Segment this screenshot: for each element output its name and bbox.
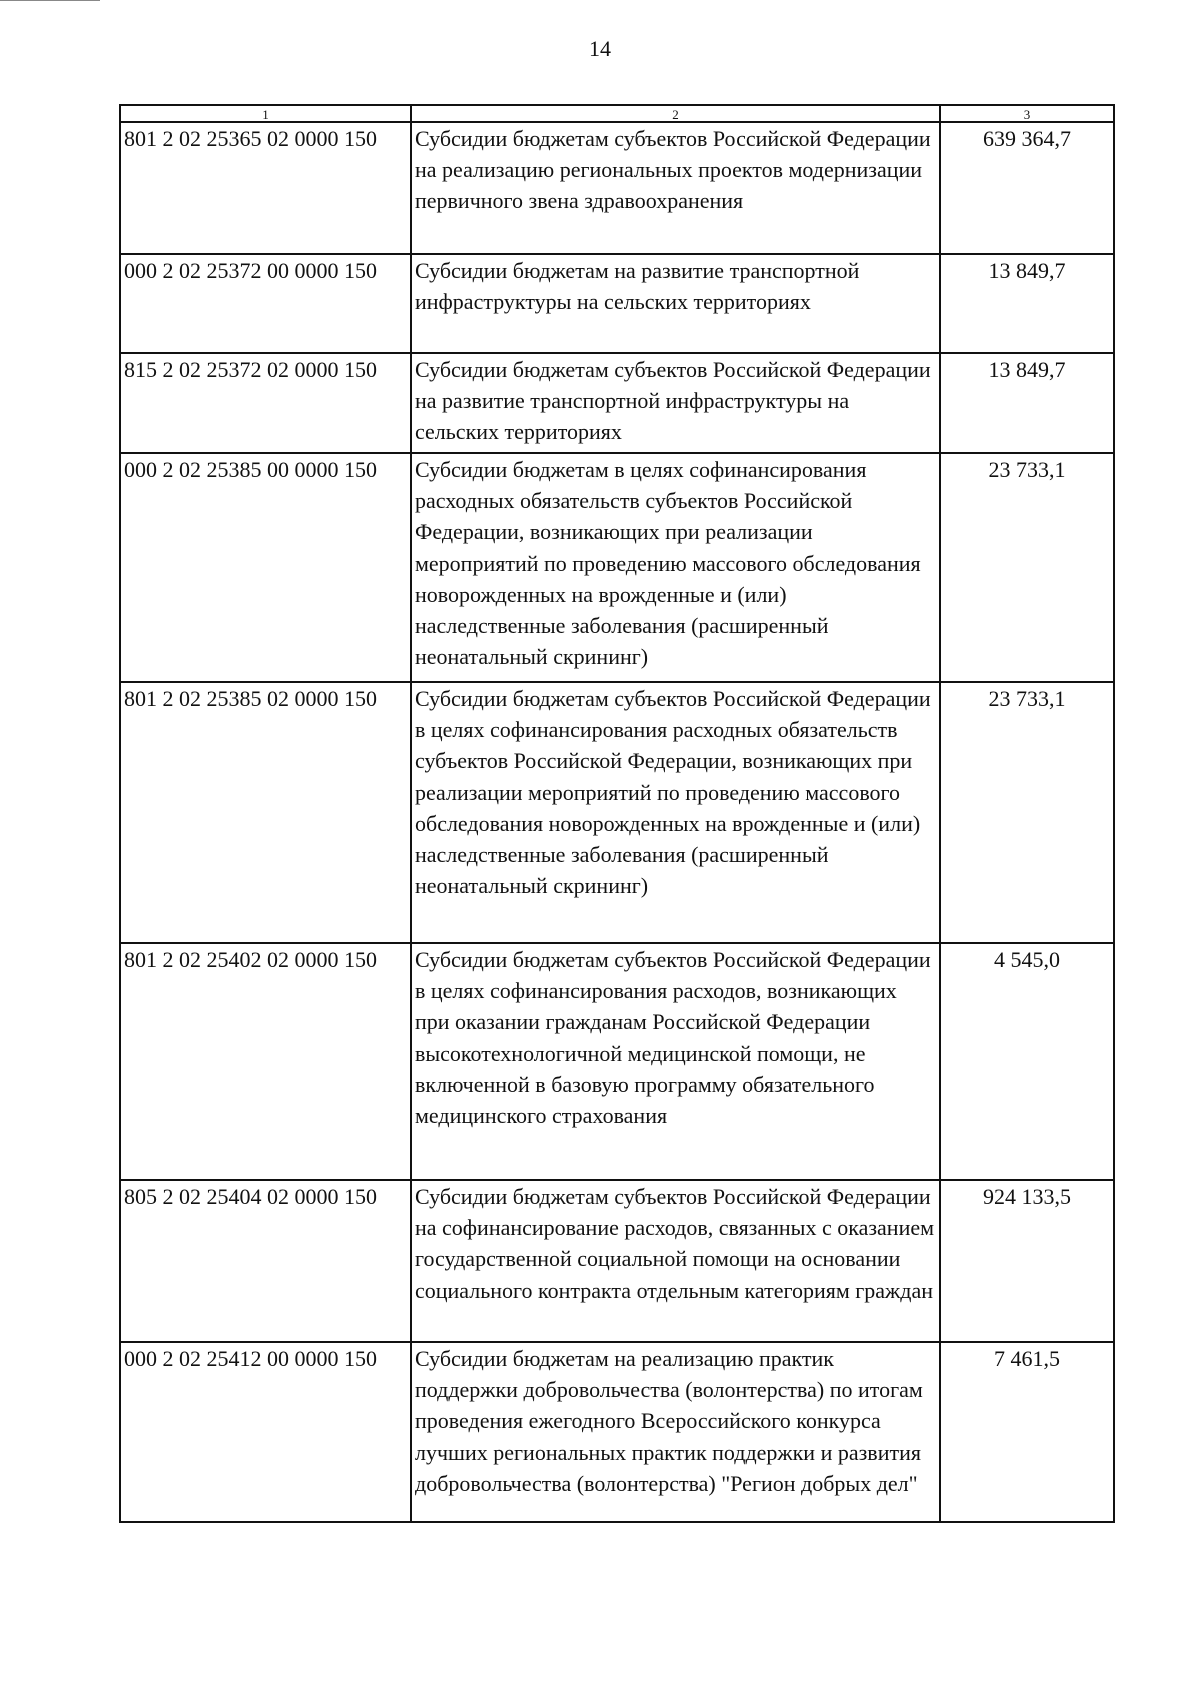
row-code: 801 2 02 25385 02 0000 150 <box>120 682 411 943</box>
table-row <box>120 353 1114 453</box>
column-header-code: 1 <box>120 105 411 122</box>
row-amount: 23 733,1 <box>940 453 1114 682</box>
row-amount: 13 849,7 <box>940 254 1114 353</box>
row-amount: 23 733,1 <box>940 682 1114 943</box>
row-code: 801 2 02 25365 02 0000 150 <box>120 122 411 254</box>
row-code: 000 2 02 25372 00 0000 150 <box>120 254 411 353</box>
row-description: Субсидии бюджетам на развитие транспортной инфраструктуры на сельских территориях <box>411 254 940 353</box>
row-amount: 13 849,7 <box>940 353 1114 453</box>
row-amount: 7 461,5 <box>940 1342 1114 1522</box>
budget-table <box>119 104 1115 1523</box>
column-header-amount: 3 <box>940 105 1114 122</box>
table-row <box>120 1342 1114 1522</box>
column-header-description: 2 <box>411 105 940 122</box>
table-row <box>120 453 1114 682</box>
row-description: Субсидии бюджетам на реализацию практик поддержки добровольчества (волонтерства) по итогам проведения ежегодного Всероссийского конкурса лучших региональных практик поддержки и развития добровольчества (волонтерства) "Регион добрых дел" <box>411 1342 940 1522</box>
table-row <box>120 1180 1114 1342</box>
row-code: 815 2 02 25372 02 0000 150 <box>120 353 411 453</box>
row-amount: 4 545,0 <box>940 943 1114 1180</box>
row-amount: 639 364,7 <box>940 122 1114 254</box>
row-amount: 924 133,5 <box>940 1180 1114 1342</box>
row-code: 000 2 02 25385 00 0000 150 <box>120 453 411 682</box>
row-description: Субсидии бюджетам субъектов Российской Федерации на развитие транспортной инфраструктуры на сельских территориях <box>411 353 940 453</box>
row-code: 801 2 02 25402 02 0000 150 <box>120 943 411 1180</box>
row-description: Субсидии бюджетам субъектов Российской Федерации в целях софинансирования расходов, возникающих при оказании гражданам Российской Федерации высокотехнологичной медицинской помощи, не включенной в базовую программу обязательного медицинского страхования <box>411 943 940 1180</box>
row-description: Субсидии бюджетам субъектов Российской Федерации в целях софинансирования расходных обязательств субъектов Российской Федерации, возникающих при реализации мероприятий по проведению массового обследования новорожденных на врожденные и (или) наследственные заболевания (расширенный неонатальный скрининг) <box>411 682 940 943</box>
table-row <box>120 122 1114 254</box>
table-row <box>120 682 1114 943</box>
row-description: Субсидии бюджетам субъектов Российской Федерации на реализацию региональных проектов модернизации первичного звена здравоохранения <box>411 122 940 254</box>
table-header-row <box>120 105 1114 122</box>
row-description: Субсидии бюджетам субъектов Российской Федерации на софинансирование расходов, связанных с оказанием государственной социальной помощи на основании социального контракта отдельным категориям граждан <box>411 1180 940 1342</box>
scan-edge-line <box>0 0 100 1</box>
row-description: Субсидии бюджетам в целях софинансирования расходных обязательств субъектов Российской Федерации, возникающих при реализации мероприятий по проведению массового обследования новорожденных на врожденные и (или) наследственные заболевания (расширенный неонатальный скрининг) <box>411 453 940 682</box>
page-number: 14 <box>589 36 611 61</box>
row-code: 805 2 02 25404 02 0000 150 <box>120 1180 411 1342</box>
table-row <box>120 254 1114 353</box>
row-code: 000 2 02 25412 00 0000 150 <box>120 1342 411 1522</box>
table-row <box>120 943 1114 1180</box>
